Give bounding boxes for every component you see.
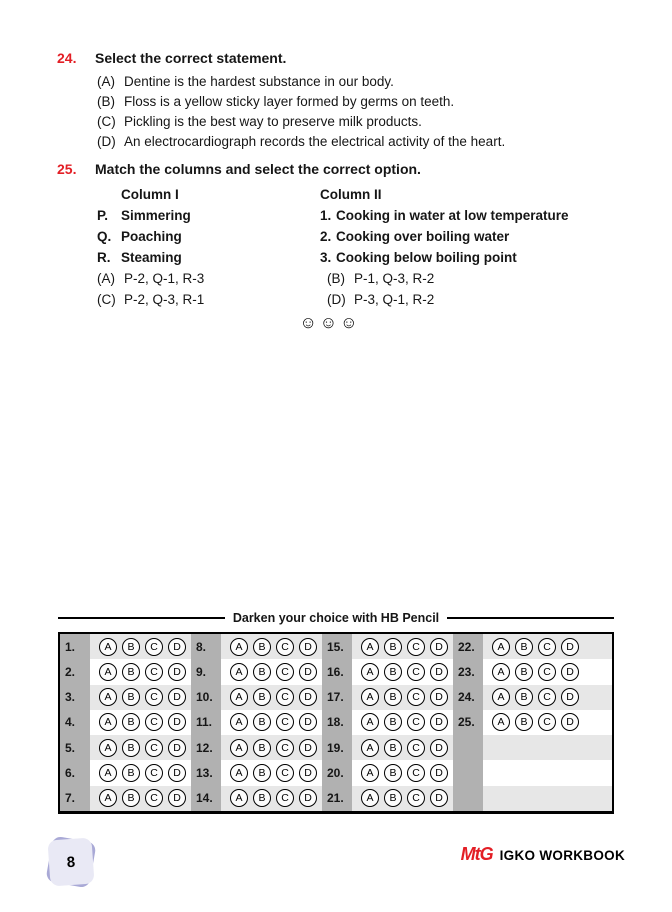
bubble-option-d[interactable]: D — [430, 789, 448, 807]
bubble-option-a[interactable]: A — [361, 713, 379, 731]
bubble-option-d[interactable]: D — [299, 739, 317, 757]
omr-title: Darken your choice with HB Pencil — [232, 611, 440, 625]
omr-bubble-row — [352, 685, 453, 710]
option-row — [97, 289, 327, 310]
bubble-option-b[interactable]: B — [122, 764, 140, 782]
omr-bubble-row — [221, 786, 322, 811]
option-text: Floss is a yellow sticky layer formed by germs on teeth. — [124, 94, 455, 109]
bubble-option-a[interactable]: A — [361, 764, 379, 782]
bubble-option-d[interactable]: D — [430, 663, 448, 681]
column2-header: Column II — [320, 187, 382, 202]
bubble-option-c[interactable]: C — [407, 663, 425, 681]
omr-grid — [58, 632, 614, 814]
bubble-option-a[interactable]: A — [361, 739, 379, 757]
bubble-option-b[interactable]: B — [384, 764, 402, 782]
option-text: Pickling is the best way to preserve milk products. — [124, 114, 422, 129]
bubble-option-c[interactable]: C — [145, 764, 163, 782]
omr-column-group — [191, 634, 322, 811]
bubble-option-a[interactable]: A — [492, 638, 510, 656]
omr-empty-row — [483, 735, 612, 760]
bubble-option-c[interactable]: C — [145, 739, 163, 757]
brand-footer — [461, 844, 625, 865]
omr-bubble-row — [90, 735, 191, 760]
workbook-title: IGKO WORKBOOK — [499, 848, 625, 863]
bubble-option-c[interactable]: C — [276, 688, 294, 706]
omr-bubble-row — [221, 685, 322, 710]
bubble-option-b[interactable]: B — [253, 789, 271, 807]
bubble-option-d[interactable]: D — [430, 713, 448, 731]
bubble-option-a[interactable]: A — [361, 663, 379, 681]
omr-empty-row — [483, 786, 612, 811]
bubble-option-b[interactable]: B — [253, 739, 271, 757]
omr-question-number: 8. — [191, 634, 221, 659]
omr-bubble-row — [90, 634, 191, 659]
option-row — [97, 132, 646, 152]
omr-bubble-row — [221, 634, 322, 659]
omr-question-number: 3. — [60, 685, 90, 710]
bubble-option-d[interactable]: D — [561, 638, 579, 656]
bubble-option-a[interactable]: A — [230, 789, 248, 807]
match-description: Cooking in water at low temperature — [336, 208, 569, 223]
omr-question-number: 6. — [60, 760, 90, 785]
omr-column-group — [60, 634, 191, 811]
question-number: 24. — [57, 50, 77, 66]
option-label: (A) — [97, 74, 115, 89]
omr-question-number: 16. — [322, 659, 352, 684]
bubble-option-b[interactable]: B — [384, 638, 402, 656]
omr-bubble-row — [90, 760, 191, 785]
omr-question-number: 18. — [322, 710, 352, 735]
bubble-option-a[interactable]: A — [492, 688, 510, 706]
bubble-option-b[interactable]: B — [122, 663, 140, 681]
omr-question-number: 20. — [322, 760, 352, 785]
omr-bubble-row — [483, 685, 612, 710]
bubble-option-b[interactable]: B — [384, 663, 402, 681]
bubble-option-c[interactable]: C — [145, 638, 163, 656]
match-row — [97, 247, 646, 268]
match-number: 3. — [320, 250, 332, 265]
page-number-badge — [49, 839, 93, 885]
omr-bubble-row — [221, 735, 322, 760]
question-number: 25. — [57, 161, 77, 177]
omr-question-number: 23. — [453, 659, 483, 684]
match-rows — [97, 205, 646, 268]
bubble-option-c[interactable]: C — [276, 638, 294, 656]
bubble-option-d[interactable]: D — [299, 713, 317, 731]
omr-question-number: 24. — [453, 685, 483, 710]
omr-question-number: 25. — [453, 710, 483, 735]
omr-question-number — [453, 760, 483, 785]
omr-question-number: 19. — [322, 735, 352, 760]
bubble-option-b[interactable]: B — [515, 663, 533, 681]
bubble-option-b[interactable]: B — [122, 688, 140, 706]
option-text: P-2, Q-3, R-1 — [124, 292, 205, 307]
header-rule-right — [447, 617, 614, 619]
omr-question-number: 2. — [60, 659, 90, 684]
question-text: Select the correct statement. — [95, 50, 287, 66]
bubble-option-b[interactable]: B — [253, 688, 271, 706]
omr-bubble-row — [352, 760, 453, 785]
bubble-option-a[interactable]: A — [230, 764, 248, 782]
bubble-option-d[interactable]: D — [168, 764, 186, 782]
bubble-option-c[interactable]: C — [276, 739, 294, 757]
bubble-option-b[interactable]: B — [253, 663, 271, 681]
match-term: Simmering — [121, 208, 191, 223]
bubble-option-d[interactable]: D — [299, 638, 317, 656]
option-label: (C) — [97, 292, 116, 307]
option-text: P-1, Q-3, R-2 — [354, 271, 435, 286]
bubble-option-b[interactable]: B — [253, 638, 271, 656]
bubble-option-a[interactable]: A — [230, 713, 248, 731]
question-24-head — [57, 50, 646, 66]
omr-column-group — [453, 634, 612, 811]
bubble-option-b[interactable]: B — [253, 713, 271, 731]
omr-bubble-row — [352, 659, 453, 684]
bubble-option-b[interactable]: B — [122, 789, 140, 807]
omr-question-number: 12. — [191, 735, 221, 760]
option-label: (D) — [97, 134, 116, 149]
bubble-option-a[interactable]: A — [99, 688, 117, 706]
option-text: P-2, Q-1, R-3 — [124, 271, 205, 286]
match-number: 2. — [320, 229, 332, 244]
bubble-option-a[interactable]: A — [99, 713, 117, 731]
question-24 — [57, 50, 646, 152]
omr-question-number: 7. — [60, 786, 90, 811]
omr-question-number: 5. — [60, 735, 90, 760]
option-label: (B) — [97, 94, 115, 109]
bubble-option-d[interactable]: D — [168, 663, 186, 681]
omr-question-number: 17. — [322, 685, 352, 710]
bubble-option-d[interactable]: D — [430, 688, 448, 706]
omr-question-number — [453, 735, 483, 760]
option-text: P-3, Q-1, R-2 — [354, 292, 435, 307]
bubble-option-b[interactable]: B — [122, 713, 140, 731]
bubble-option-b[interactable]: B — [384, 739, 402, 757]
omr-answer-sheet — [58, 611, 614, 814]
omr-bubble-row — [221, 760, 322, 785]
bubble-option-d[interactable]: D — [430, 764, 448, 782]
option-label: (D) — [327, 292, 346, 307]
bubble-option-b[interactable]: B — [122, 638, 140, 656]
bubble-option-d[interactable]: D — [299, 663, 317, 681]
bubble-option-c[interactable]: C — [145, 663, 163, 681]
bubble-option-d[interactable]: D — [168, 739, 186, 757]
bubble-option-a[interactable]: A — [361, 688, 379, 706]
omr-bubble-row — [483, 634, 612, 659]
bubble-option-c[interactable]: C — [276, 663, 294, 681]
bubble-option-b[interactable]: B — [384, 688, 402, 706]
bubble-option-b[interactable]: B — [384, 713, 402, 731]
option-row — [327, 268, 646, 289]
smiley-divider-icon: ☺☺☺ — [299, 313, 361, 332]
header-rule-left — [58, 617, 225, 619]
bubble-option-c[interactable]: C — [276, 713, 294, 731]
omr-bubble-row — [352, 786, 453, 811]
omr-bubble-row — [90, 786, 191, 811]
match-term: Steaming — [121, 250, 182, 265]
omr-question-number: 4. — [60, 710, 90, 735]
bubble-option-b[interactable]: B — [122, 739, 140, 757]
omr-bubble-row — [221, 659, 322, 684]
bubble-option-c[interactable]: C — [145, 688, 163, 706]
match-number: 1. — [320, 208, 332, 223]
bubble-option-a[interactable]: A — [99, 764, 117, 782]
omr-question-number: 22. — [453, 634, 483, 659]
page-number: 8 — [47, 838, 94, 887]
omr-header — [58, 611, 614, 625]
match-row — [97, 205, 646, 226]
bubble-option-a[interactable]: A — [230, 688, 248, 706]
question-25-options — [97, 268, 646, 310]
option-row — [327, 289, 646, 310]
question-25-head — [57, 161, 646, 177]
omr-bubble-row — [352, 634, 453, 659]
match-key: P. — [97, 208, 109, 223]
bubble-option-d[interactable]: D — [561, 663, 579, 681]
option-label: (B) — [327, 271, 345, 286]
bubble-option-a[interactable]: A — [361, 789, 379, 807]
bubble-option-c[interactable]: C — [276, 764, 294, 782]
omr-empty-row — [483, 760, 612, 785]
bubble-option-c[interactable]: C — [407, 688, 425, 706]
bubble-option-d[interactable]: D — [299, 764, 317, 782]
match-key: Q. — [97, 229, 112, 244]
question-24-options — [97, 72, 646, 152]
omr-bubble-row — [483, 710, 612, 735]
bubble-option-d[interactable]: D — [168, 638, 186, 656]
bubble-option-d[interactable]: D — [430, 739, 448, 757]
bubble-option-d[interactable]: D — [299, 789, 317, 807]
bubble-option-d[interactable]: D — [561, 713, 579, 731]
bubble-option-c[interactable]: C — [145, 713, 163, 731]
option-row — [97, 92, 646, 112]
omr-question-number: 1. — [60, 634, 90, 659]
omr-bubble-row — [90, 685, 191, 710]
bubble-option-a[interactable]: A — [361, 638, 379, 656]
bubble-option-b[interactable]: B — [515, 688, 533, 706]
option-text: An electrocardiograph records the electrical activity of the heart. — [124, 134, 506, 149]
omr-question-number: 11. — [191, 710, 221, 735]
mtg-logo: MtG — [460, 844, 493, 864]
bubble-option-b[interactable]: B — [384, 789, 402, 807]
bubble-option-a[interactable]: A — [492, 713, 510, 731]
bubble-option-c[interactable]: C — [407, 764, 425, 782]
bubble-option-c[interactable]: C — [538, 688, 556, 706]
omr-bubble-row — [221, 710, 322, 735]
bubble-option-c[interactable]: C — [407, 739, 425, 757]
bubble-option-b[interactable]: B — [515, 713, 533, 731]
bubble-option-b[interactable]: B — [253, 764, 271, 782]
bubble-option-a[interactable]: A — [230, 739, 248, 757]
bubble-option-d[interactable]: D — [168, 789, 186, 807]
bubble-option-d[interactable]: D — [299, 688, 317, 706]
option-label: (A) — [97, 271, 115, 286]
omr-question-number: 9. — [191, 659, 221, 684]
bubble-option-c[interactable]: C — [407, 713, 425, 731]
omr-bubble-row — [90, 659, 191, 684]
bubble-option-c[interactable]: C — [276, 789, 294, 807]
bubble-option-b[interactable]: B — [515, 638, 533, 656]
omr-question-number: 10. — [191, 685, 221, 710]
omr-question-number: 13. — [191, 760, 221, 785]
match-row — [97, 226, 646, 247]
bubble-option-a[interactable]: A — [99, 739, 117, 757]
omr-question-number: 14. — [191, 786, 221, 811]
option-text: Dentine is the hardest substance in our body. — [124, 74, 394, 89]
question-25 — [57, 161, 646, 310]
omr-bubble-row — [352, 710, 453, 735]
match-columns — [97, 184, 646, 268]
omr-bubble-row — [352, 735, 453, 760]
match-term: Poaching — [121, 229, 182, 244]
bubble-option-c[interactable]: C — [407, 789, 425, 807]
omr-bubble-row — [483, 659, 612, 684]
bubble-option-a[interactable]: A — [230, 638, 248, 656]
match-description: Cooking below boiling point — [336, 250, 517, 265]
bubble-option-c[interactable]: C — [145, 789, 163, 807]
match-headers — [97, 184, 646, 205]
bubble-option-c[interactable]: C — [538, 663, 556, 681]
option-label: (C) — [97, 114, 116, 129]
omr-column-group — [322, 634, 453, 811]
bubble-option-a[interactable]: A — [99, 663, 117, 681]
option-row — [97, 72, 646, 92]
match-description: Cooking over boiling water — [336, 229, 510, 244]
bubble-option-d[interactable]: D — [561, 688, 579, 706]
omr-bubble-row — [90, 710, 191, 735]
option-row — [97, 112, 646, 132]
bubble-option-d[interactable]: D — [168, 713, 186, 731]
bubble-option-c[interactable]: C — [538, 713, 556, 731]
bubble-option-a[interactable]: A — [230, 663, 248, 681]
column1-header: Column I — [121, 187, 179, 202]
match-key: R. — [97, 250, 111, 265]
question-text: Match the columns and select the correct option. — [95, 161, 421, 177]
omr-question-number — [453, 786, 483, 811]
bubble-option-d[interactable]: D — [430, 638, 448, 656]
bubble-option-a[interactable]: A — [99, 638, 117, 656]
omr-question-number: 15. — [322, 634, 352, 659]
bubble-option-a[interactable]: A — [492, 663, 510, 681]
bubble-option-c[interactable]: C — [407, 638, 425, 656]
option-row — [97, 268, 327, 289]
bubble-option-c[interactable]: C — [538, 638, 556, 656]
omr-question-number: 21. — [322, 786, 352, 811]
bubble-option-d[interactable]: D — [168, 688, 186, 706]
bubble-option-a[interactable]: A — [99, 789, 117, 807]
